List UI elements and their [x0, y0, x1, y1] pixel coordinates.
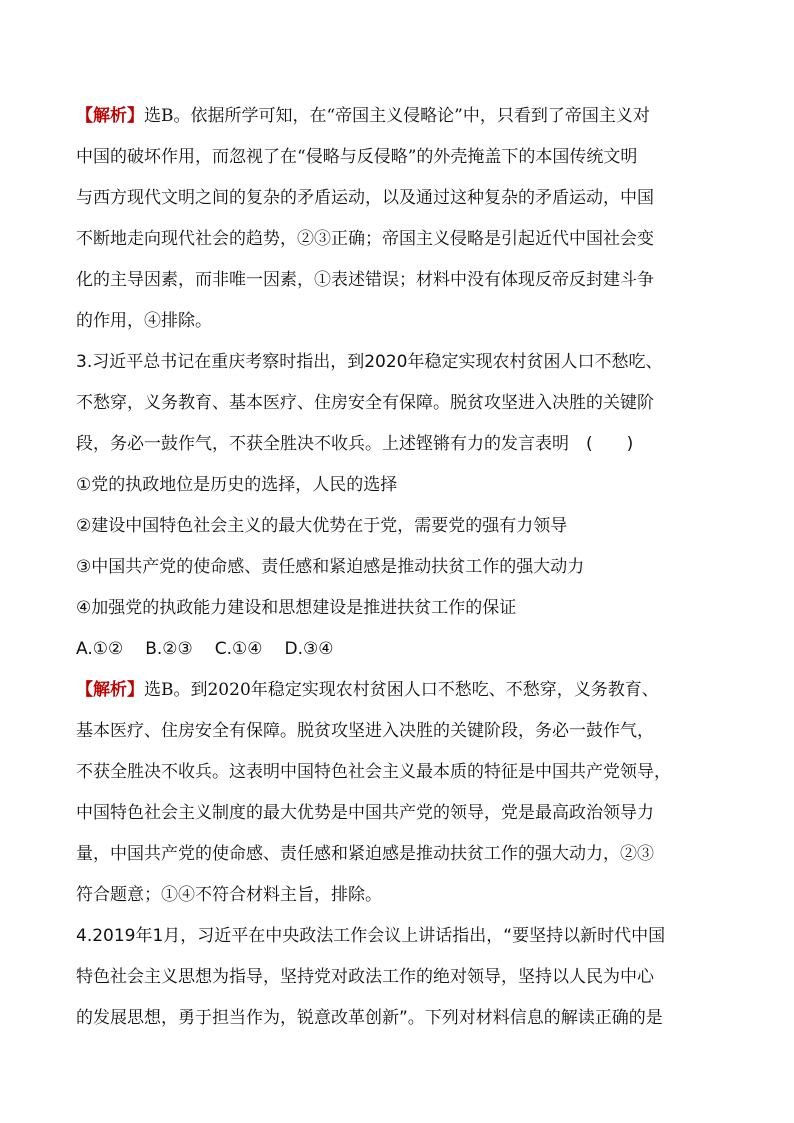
statement-item: ②建设中国特色社会主义的最大优势在于党，需要党的强有力领导 — [76, 516, 568, 536]
analysis-line: 中国特色社会主义制度的最大优势是中国共产党的领导，党是最高政治领导力 — [76, 803, 654, 823]
analysis-line: 化的主导因素，而非唯一因素，①表述错误；材料中没有体现反帝反封建斗争 — [76, 270, 654, 290]
analysis-line: 中国的破坏作用，而忽视了在“侵略与反侵略”的外壳掩盖下的本国传统文明 — [76, 147, 638, 167]
question-stem-line: 特色社会主义思想为指导，坚持党对政法工作的绝对领导，坚持以人民为中心 — [76, 967, 654, 987]
question-stem-line: 3.习近平总书记在重庆考察时指出，到2020年稳定实现农村贫困人口不愁吃、 — [76, 352, 663, 372]
option-a: A.①② — [76, 639, 124, 659]
statement-item: ④加强党的执政能力建设和思想建设是推进扶贫工作的保证 — [76, 598, 517, 618]
question-stem-line: 不愁穿，义务教育、基本医疗、住房安全有保障。脱贫攻坚进入决胜的关键阶 — [76, 393, 654, 413]
analysis-text: 选B。到2020年稳定实现农村贫困人口不愁吃、不愁穿，义务教育、 — [144, 680, 659, 700]
statement-item: ①党的执政地位是历史的选择，人民的选择 — [76, 475, 398, 495]
analysis-line: 量，中国共产党的使命感、责任感和紧迫感是推动扶贫工作的强大动力，②③ — [76, 844, 654, 864]
option-d: D.③④ — [284, 639, 334, 659]
question-stem-line: 段，务必一鼓作气，不获全胜决不收兵。上述铿锵有力的发言表明 ( ) — [76, 434, 634, 454]
analysis-line: 基本医疗、住房安全有保障。脱贫攻坚进入决胜的关键阶段，务必一鼓作气， — [76, 721, 654, 741]
analysis-line: 不断地走向现代社会的趋势，②③正确；帝国主义侵略是引起近代中国社会变 — [76, 229, 654, 249]
document-page — [76, 96, 722, 1039]
analysis-line: 的作用，④排除。 — [76, 311, 212, 331]
option-b: B.②③ — [145, 639, 193, 659]
analysis-tag: 【解析】 — [76, 680, 144, 700]
analysis-line: 符合题意；①④不符合材料主旨，排除。 — [76, 885, 382, 905]
analysis-line — [76, 96, 722, 137]
statement-item: ③中国共产党的使命感、责任感和紧迫感是推动扶贫工作的强大动力 — [76, 557, 585, 577]
question-stem-line: 4.2019年1月，习近平在中央政法工作会议上讲话指出，“要坚持以新时代中国 — [76, 926, 666, 946]
analysis-line: 不获全胜决不收兵。这表明中国特色社会主义最本质的特征是中国共产党领导， — [76, 762, 671, 782]
answer-options — [76, 629, 722, 670]
analysis-tag: 【解析】 — [76, 106, 144, 126]
analysis-text: 选B。依据所学可知，在“帝国主义侵略论”中，只看到了帝国主义对 — [144, 106, 650, 126]
analysis-line: 与西方现代文明之间的复杂的矛盾运动，以及通过这种复杂的矛盾运动，中国 — [76, 188, 654, 208]
analysis-line — [76, 670, 722, 711]
option-c: C.①④ — [214, 639, 263, 659]
question-stem-line: 的发展思想，勇于担当作为，锐意改革创新”。下列对材料信息的解读正确的是 — [76, 1008, 663, 1028]
